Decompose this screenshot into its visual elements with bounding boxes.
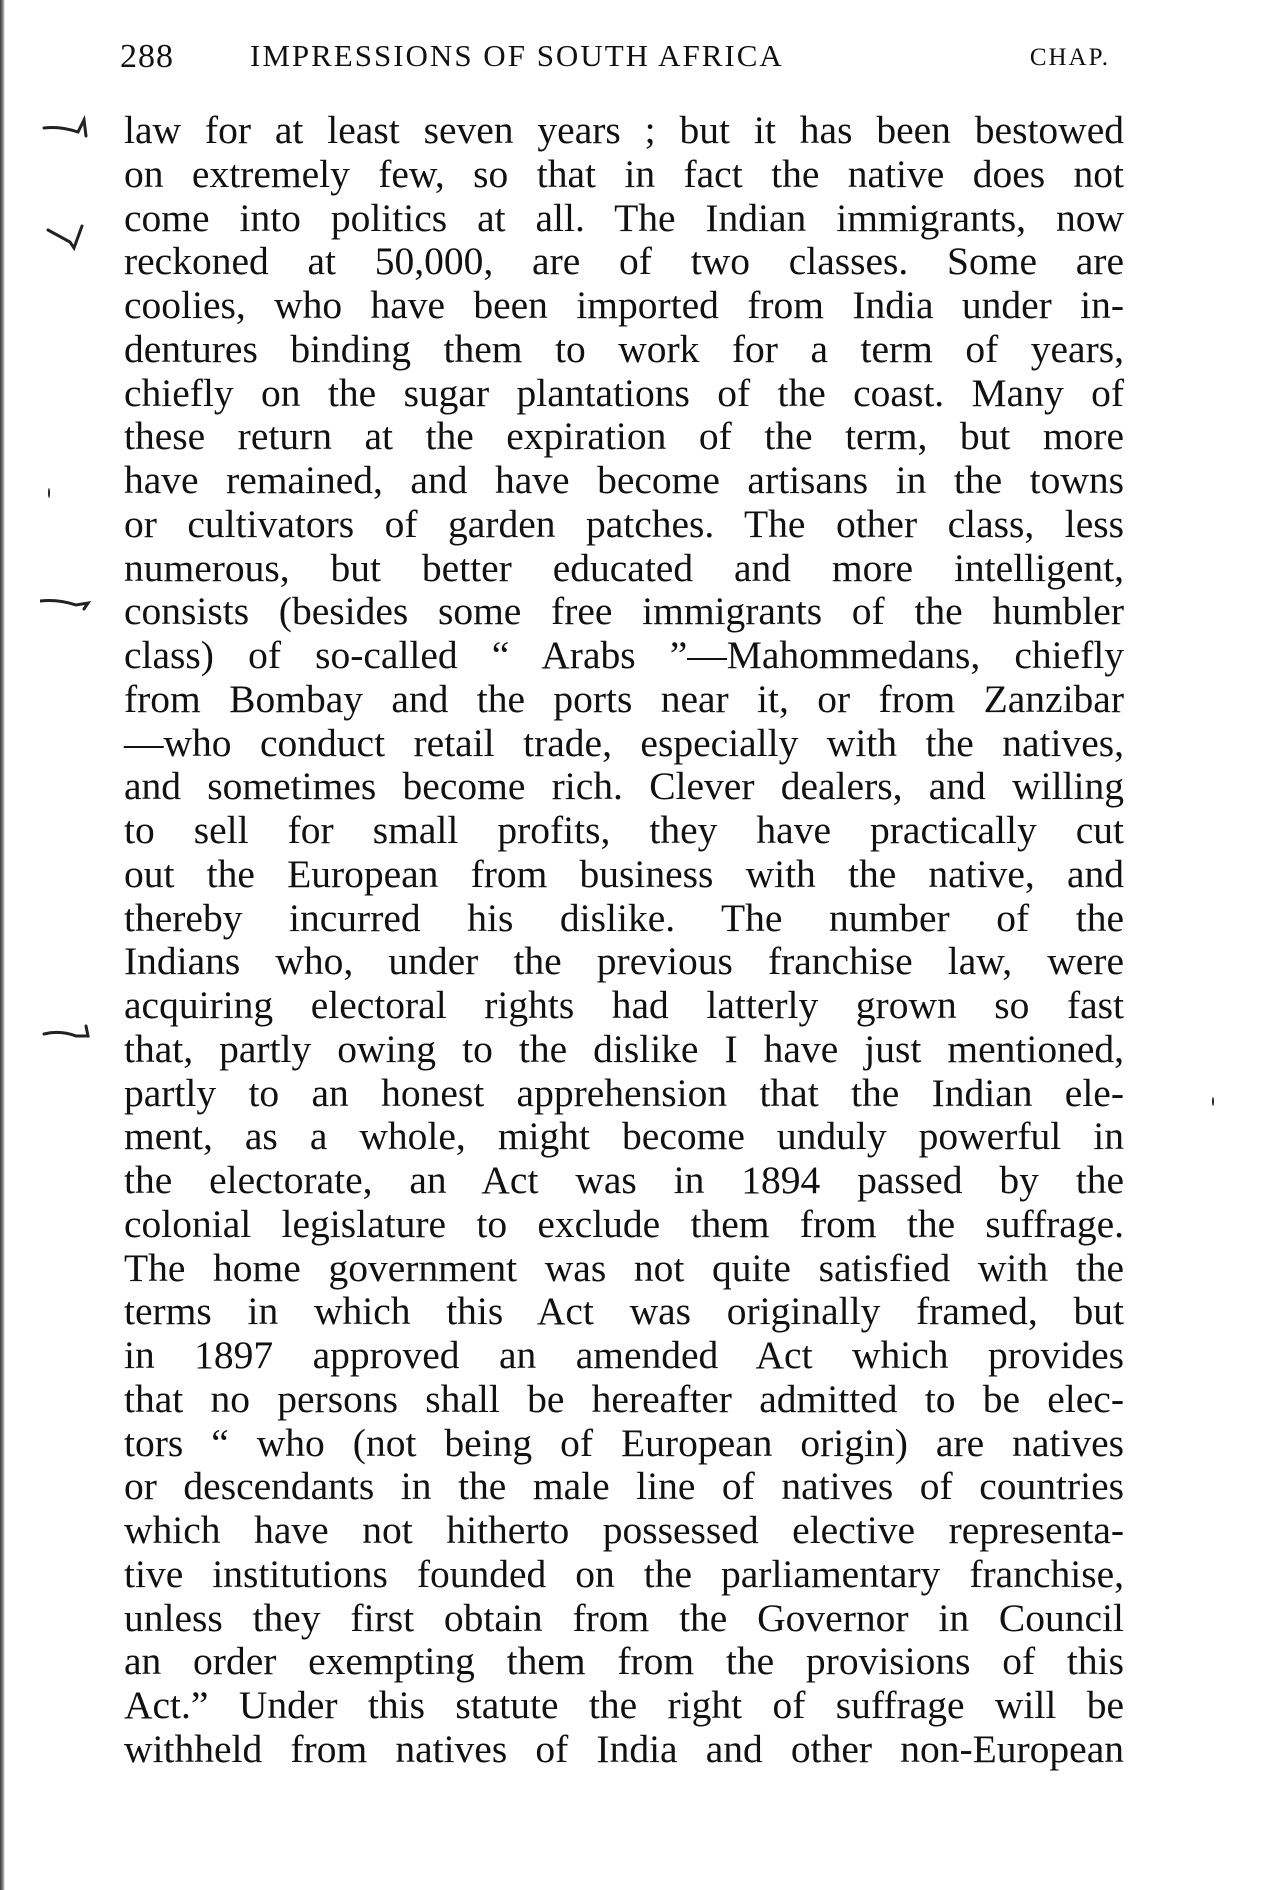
margin-annotation-mark — [40, 585, 100, 615]
text-line: out the European from business with the native, and — [124, 851, 1124, 896]
text-line: tive institutions founded on the parliamentary franchise, — [124, 1551, 1124, 1596]
text-line: the electorate, an Act was in 1894 passed by the — [124, 1158, 1124, 1202]
running-head — [120, 38, 1120, 78]
margin-annotation-mark — [40, 1016, 100, 1046]
text-line: tors “ who (not being of European origin) are natives — [124, 1420, 1124, 1465]
text-line: numerous, but better educated and more intelligent, — [124, 545, 1124, 590]
text-line: class) of so-called “ Arabs ”—Mahommedans, chiefly — [124, 633, 1124, 677]
margin-annotation-mark — [40, 112, 100, 142]
text-line: thereby incurred his dislike. The number of the — [124, 895, 1124, 940]
paper-speck — [48, 488, 50, 498]
text-line: and sometimes become rich. Clever dealers, and willing — [124, 764, 1124, 809]
text-line: in 1897 approved an amended Act which provides — [124, 1333, 1124, 1377]
text-line: that, partly owing to the dislike I have just mentioned, — [124, 1026, 1124, 1071]
chapter-mark: CHAP. — [1029, 44, 1110, 71]
text-line: Act.” Under this statute the right of suffrage will be — [124, 1683, 1124, 1727]
text-line: these return at the expiration of the term, but more — [124, 414, 1124, 459]
text-line: colonial legislature to exclude them from the suffrage. — [124, 1201, 1124, 1246]
margin-annotation-mark — [40, 222, 100, 252]
running-title: IMPRESSIONS OF SOUTH AFRICA — [250, 38, 784, 73]
text-line: chiefly on the sugar plantations of the coast. Many of — [124, 370, 1124, 415]
text-line: —who conduct retail trade, especially with the natives, — [124, 720, 1124, 765]
text-line: consists (besides some free immigrants of the humbler — [124, 589, 1124, 634]
text-line: withheld from natives of India and other non-European — [124, 1726, 1124, 1771]
text-line: Indians who, under the previous franchise law, were — [124, 939, 1124, 984]
text-line: ment, as a whole, might become unduly powerful in — [124, 1114, 1124, 1159]
text-line: coolies, who have been imported from India under in- — [124, 283, 1124, 327]
text-line: or cultivators of garden patches. The other class, less — [124, 501, 1124, 546]
paper-speck — [1212, 1097, 1214, 1106]
text-line: terms in which this Act was originally framed, but — [124, 1289, 1124, 1334]
text-line: that no persons shall be hereafter admitted to be elec- — [124, 1376, 1124, 1421]
text-line: acquiring electoral rights had latterly grown so fast — [124, 983, 1124, 1027]
text-line: on extremely few, so that in fact the native does not — [124, 151, 1124, 196]
text-line: The home government was not quite satisfied with the — [124, 1245, 1124, 1290]
text-line: partly to an honest apprehension that the Indian ele- — [124, 1070, 1124, 1115]
text-line: from Bombay and the ports near it, or from Zanzibar — [124, 676, 1124, 721]
text-line: have remained, and have become artisans in the towns — [124, 458, 1124, 502]
text-line: come into politics at all. The Indian immigrants, now — [124, 195, 1124, 240]
text-line: unless they first obtain from the Governor in Council — [124, 1595, 1124, 1640]
text-line: an order exempting them from the provisions of this — [124, 1639, 1124, 1684]
text-line: which have not hitherto possessed elective representa- — [124, 1508, 1124, 1552]
text-line: reckoned at 50,000, are of two classes. Some are — [124, 239, 1124, 284]
binding-edge — [0, 0, 5, 1890]
text-line: dentures binding them to work for a term of years, — [124, 326, 1124, 371]
page-number: 288 — [120, 38, 174, 75]
text-line: or descendants in the male line of natives of countries — [124, 1464, 1124, 1509]
body-text — [124, 109, 1124, 1772]
text-line: to sell for small profits, they have practically cut — [124, 808, 1124, 852]
text-line: law for at least seven years ; but it has been bestowed — [124, 108, 1124, 152]
